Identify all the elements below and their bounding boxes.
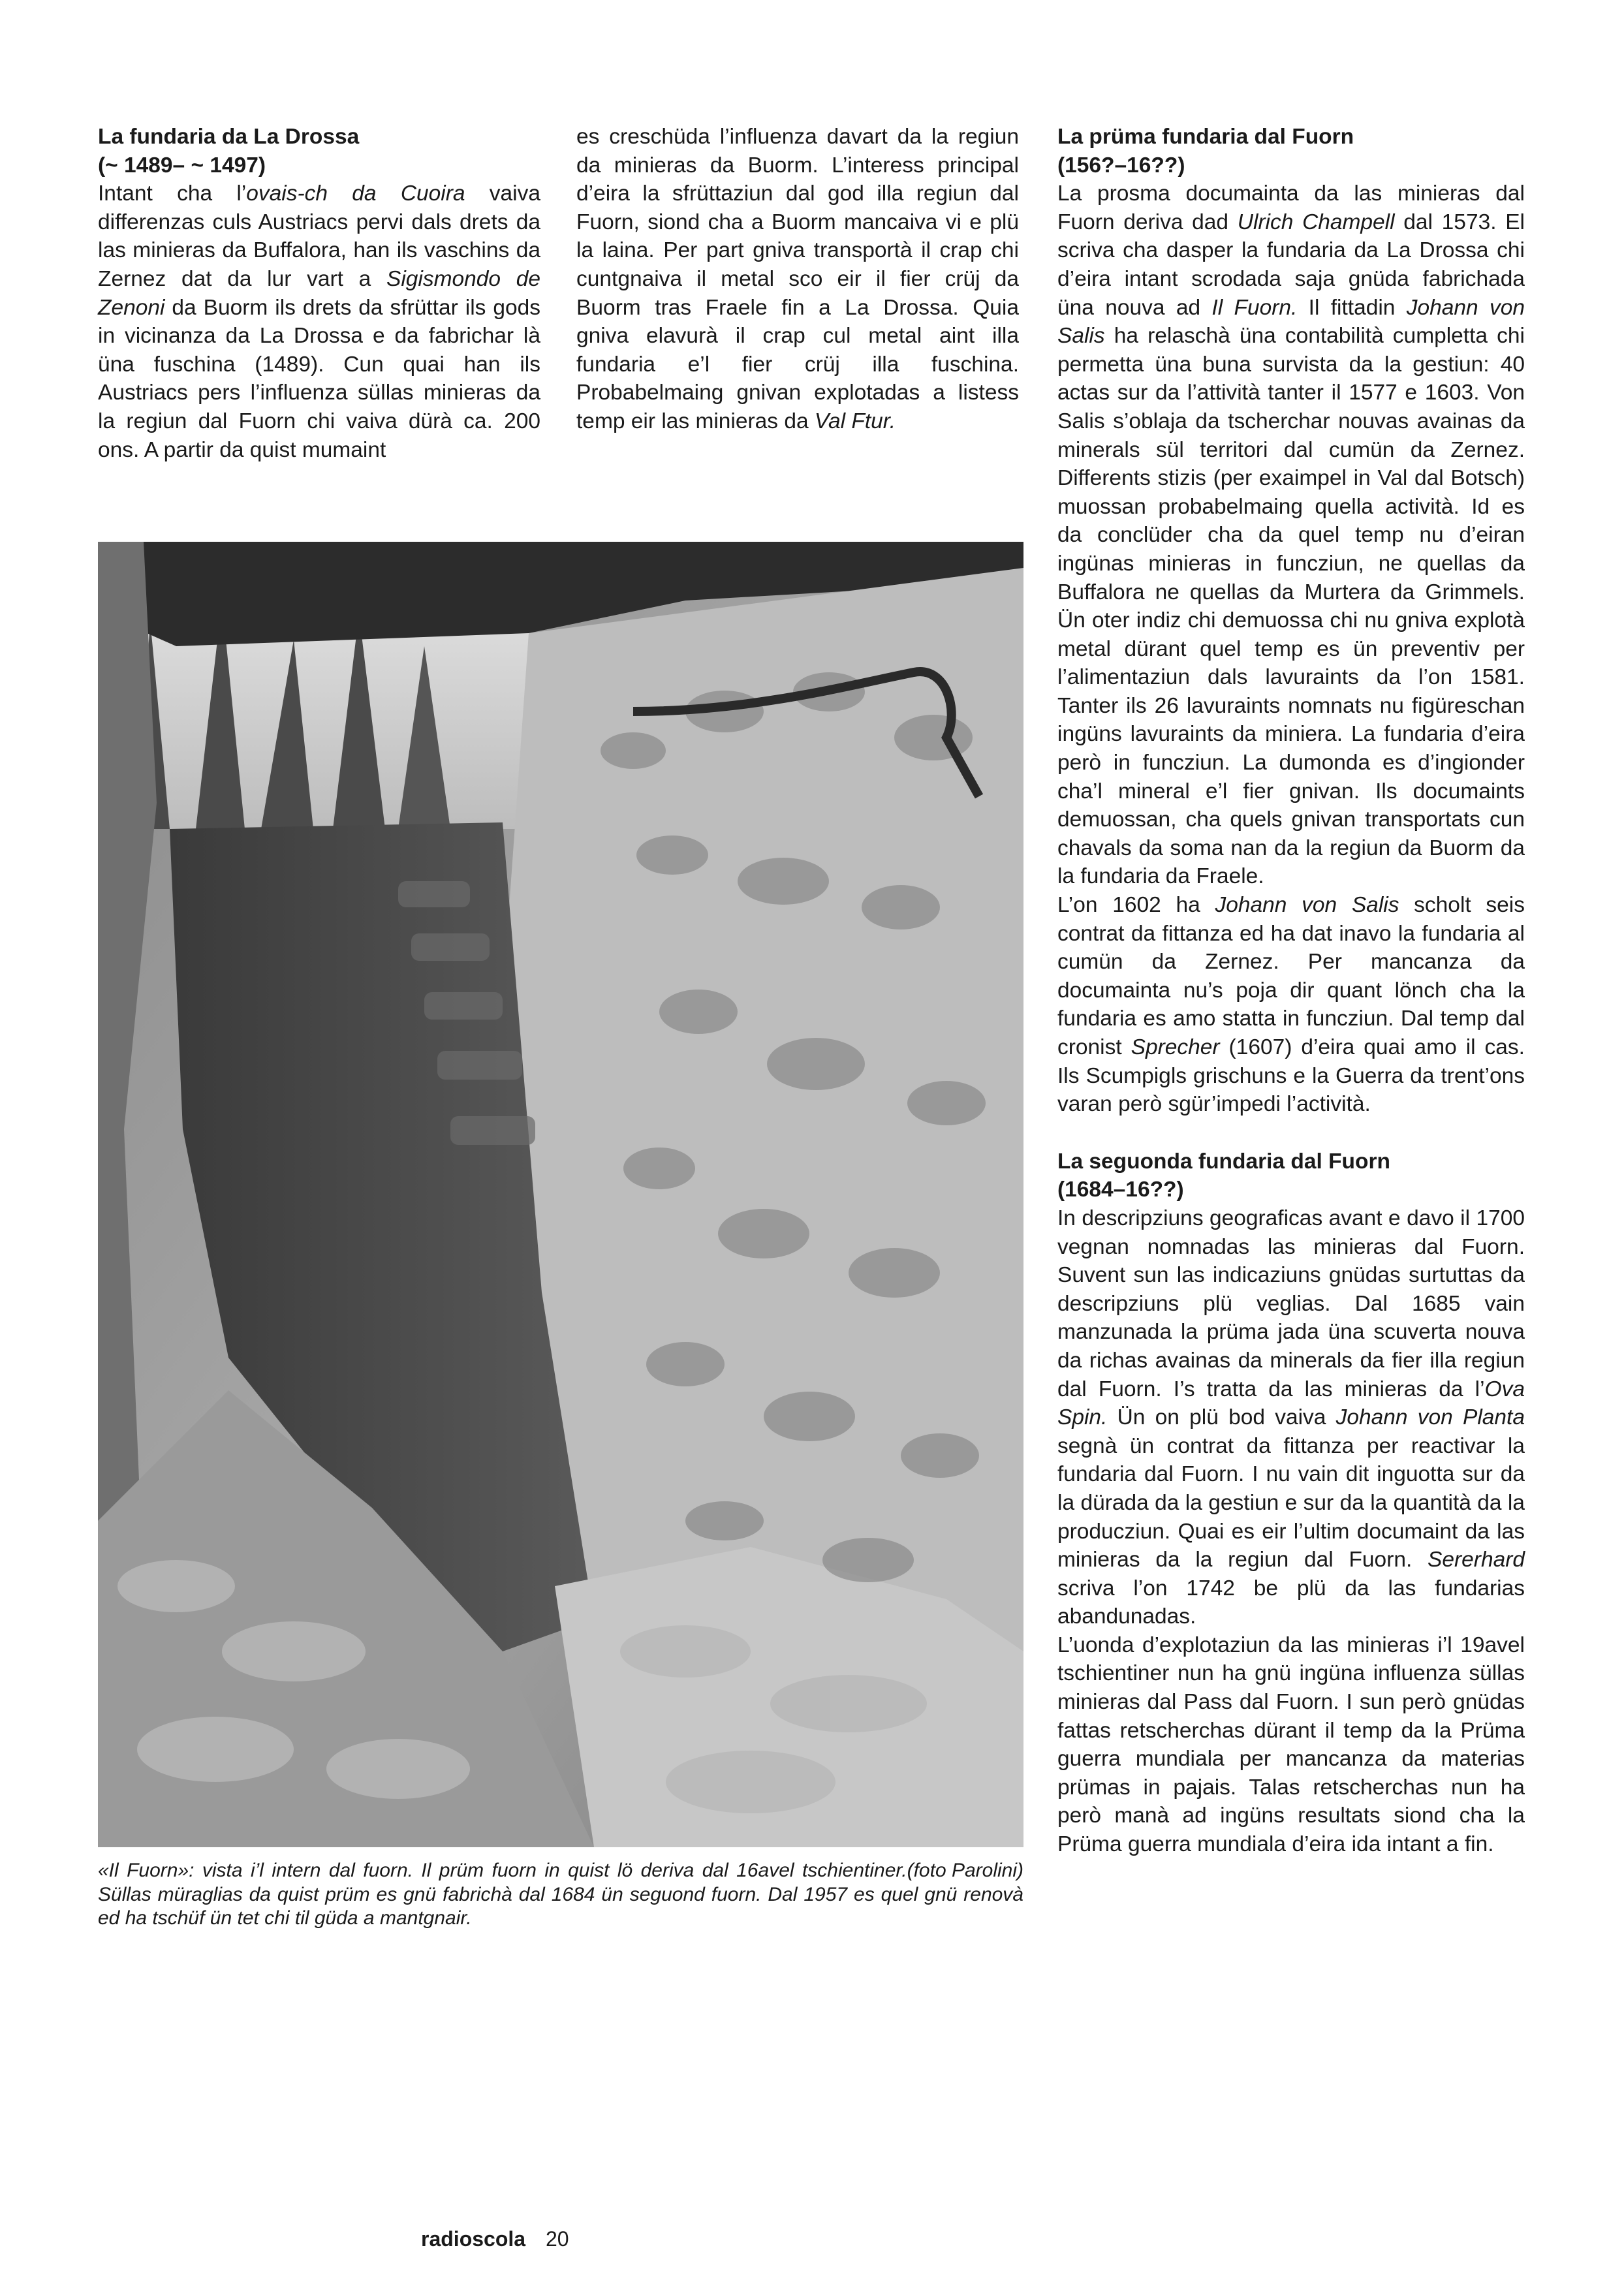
section-heading: (156?–16??) bbox=[1057, 153, 1185, 178]
section-heading: La fundaria da La Drossa bbox=[98, 125, 360, 149]
text-run: es creschüda l’influenza davart da la regiun da minieras da Buorm. L’interess principal d’eira la sfrüttaziun dal god illa regiun dal Fuorn, siond cha a Buorm mancaiva vi e plü la laina. Per part gniva transportà il crap chi cuntgnaiva il metal sco eir il fier crüj da Buorm tras Fraele fin a La Drossa. Quia gniva elavurà il crap cul metal aint illa fundaria e’l fier crüj illa fuschina. Probabelmaing gnivan explotadas a listess temp eir las minieras da bbox=[576, 125, 1019, 433]
paragraph bbox=[98, 180, 540, 464]
photo-credit: (foto Parolini) bbox=[907, 1860, 1023, 1881]
page-number: 20 bbox=[545, 2227, 569, 2251]
text-run: segnà ün contrat da fittanza per reactivar la fundaria dal Fuorn. I nu vain dit inguotta sur da la dürada da la gestiun e sur da la quantità da la producziun. Quai es eir l’ultim documaint da las minieras da la regiun dal Fuorn. bbox=[1057, 1433, 1525, 1572]
section-heading: (~ 1489– ~ 1497) bbox=[98, 153, 266, 178]
section-heading: La prüma fundaria dal Fuorn bbox=[1057, 125, 1354, 149]
text-run: vaiva differenzas culs Austriacs pervi dals drets da las minieras da Buffalora, han ils vaschins da Zernez dat da lur vart a bbox=[98, 181, 540, 291]
text-run: In descripziuns geograficas avant e davo il 1700 vegnan nomnadas las minieras dal Fuorn. Suvent sun las indicaziuns gnüdas surtuttas da descripziuns plü veglias. Dal 1685 vain manzunada la prüma jada üna scuverta nouva da richas avainas da minerals da fier illa regiun dal Fuorn. I’s tratta da las minieras da l’ bbox=[1057, 1206, 1525, 1401]
text-run: (1607) d’eira quai amo il cas. Ils Scumpigls grischuns e la Guerra da trent’ons varan però sgür’impedi l’actività. bbox=[1057, 1035, 1525, 1117]
page-footer bbox=[421, 2226, 569, 2252]
photo-caption bbox=[98, 1859, 1023, 1931]
paragraph bbox=[1057, 1631, 1525, 1859]
emphasized-text: Johann von Planta bbox=[1335, 1405, 1525, 1430]
emphasized-text: Sigismondo de Zenoni bbox=[98, 266, 540, 320]
text-run: da Buorm ils drets da sfrüttar ils gods in vicinanza da La Drossa e da fabrichar là üna fuschina (1489). Cun quai han ils Austriacs pers l’influenza süllas minieras da la regiun dal Fuorn chi vaiva dürà ca. 200 ons. A partir da quist mumaint bbox=[98, 295, 540, 462]
text-column-3 bbox=[1057, 123, 1525, 1859]
text-run: Intant cha l’ bbox=[98, 181, 247, 206]
caption-text: «Il Fuorn»: vista i’l intern dal fuorn. Il prüm fuorn in quist lö deriva dal 16avel tschientiner. Süllas müraglias da quist prüm es gnü fabrichà dal 1684 ün seguond fuorn. Dal 1957 es quel gnü renovà ed ha tschüf ün tet chi til güda a mantgnair. bbox=[98, 1860, 1023, 1929]
text-run: Il fittadin bbox=[1297, 295, 1407, 320]
emphasized-text: Ulrich Champell bbox=[1237, 210, 1395, 234]
text-run: Ün on plü bod vaiva bbox=[1107, 1405, 1336, 1430]
paragraph bbox=[1057, 1204, 1525, 1631]
text-run: scriva l’on 1742 be plü da las fundarias abandunadas. bbox=[1057, 1576, 1525, 1629]
text-column-1 bbox=[98, 123, 540, 464]
section-gap bbox=[1057, 1119, 1525, 1148]
furnace-interior-photo bbox=[98, 542, 1023, 1847]
text-run: scholt seis contrat da fittanza ed ha dat inavo la fundaria al cumün da Zernez. Per mancanza da documainta nu’s poja dir quant lönch cha la fundaria es amo statta in funcziun. Dal temp dal cronist bbox=[1057, 893, 1525, 1059]
paragraph bbox=[1057, 891, 1525, 1119]
emphasized-text: Sererhard bbox=[1428, 1548, 1525, 1572]
emphasized-text: Il Fuorn. bbox=[1211, 295, 1298, 320]
text-run: L’on 1602 ha bbox=[1057, 893, 1215, 918]
paragraph bbox=[1057, 180, 1525, 891]
emphasized-text: ovais-ch da Cuoira bbox=[246, 181, 465, 206]
section-heading: La seguonda fundaria dal Fuorn bbox=[1057, 1149, 1390, 1174]
emphasized-text: Johann von Salis bbox=[1215, 893, 1399, 918]
text-run: dal 1573. El scriva cha dasper la fundaria da La Drossa chi d’eira intant scrodada saja gnüda fabrichada üna nouva ad bbox=[1057, 210, 1525, 320]
text-run: La prosma documainta da las minieras dal Fuorn deriva dad bbox=[1057, 181, 1525, 234]
paragraph bbox=[576, 123, 1019, 436]
text-column-2 bbox=[576, 123, 1019, 436]
emphasized-text: Val Ftur. bbox=[814, 409, 896, 433]
emphasized-text: Sprecher bbox=[1131, 1035, 1220, 1059]
text-run: L’uonda d’explotaziun da las minieras i’l 19avel tschientiner nun ha gnü ingüna influenza süllas minieras dal Pass dal Fuorn. I sun però gnüdas fattas retscherchas dürant il temp da la Prüma guerra mundiala per mancanza da materias prümas in pajais. Talas retscherchas nun ha però manà ad ingüns resultats siond cha la Prüma guerra mundiala d’eira ida intant a fin. bbox=[1057, 1632, 1525, 1857]
emphasized-text: Johann von Salis bbox=[1057, 295, 1525, 349]
emphasized-text: Ova Spin. bbox=[1057, 1377, 1525, 1430]
publication-name: radioscola bbox=[421, 2227, 526, 2251]
text-run: ha relaschà üna contabilità cumpletta chi permetta üna buna survista da la gestiun: 40 actas sur da l’attività tanter il 1577 e 1603. Von Salis s’oblaja da tscherchar nouvas avainas da minerals sül territori dal cumün da Zernez. Differents stizis (per exaimpel in Val dal Botsch) muossan probabelmaing quella actività. Id es da conclüder cha da quel temp nu d’eiran ingünas minieras in funcziun, ne quellas da Buffalora ne quellas da Murtera da Grimmels. Ün oter indiz chi demuossa chi nu gniva explotà metal dürant quel temp es ün preventiv per l’alimentaziun dals lavuraints da l’on 1581. Tanter ils 26 lavuraints nomnats nu figüreschan ingüns lavuraints da miniera. La fundaria d’eira però in funcziun. La dumonda es d’ingionder cha’l mineral e’l fier gnivan. Ils documaints demuossan, cha quels gnivan transportats cun chavals da soma nan da la regiun da Buorm da la fundaria da Fraele. bbox=[1057, 324, 1525, 889]
section-heading: (1684–16??) bbox=[1057, 1178, 1184, 1202]
